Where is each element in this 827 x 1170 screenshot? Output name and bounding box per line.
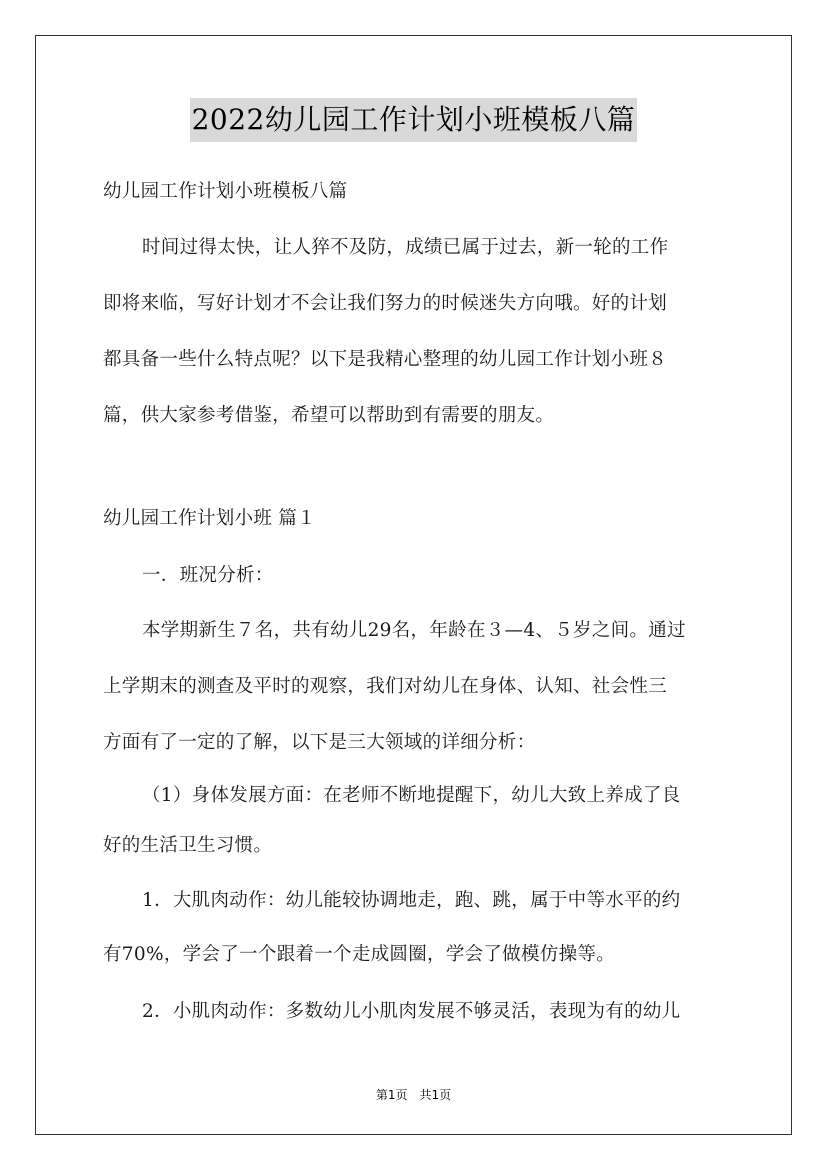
- text-line: 上学期末的测查及平时的观察，我们对幼儿在身体、认知、社会性三: [103, 676, 668, 697]
- text-line: 都具备一些什么特点呢？以下是我精心整理的幼儿园工作计划小班８: [103, 349, 668, 370]
- text-line: 篇，供大家参考借鉴，希望可以帮助到有需要的朋友。: [103, 405, 555, 426]
- text-line: 好的生活卫生习惯。: [103, 835, 273, 856]
- title-container: [0, 98, 827, 142]
- text-line: 幼儿园工作计划小班模板八篇: [103, 181, 348, 202]
- text-line: 时间过得太快，让人猝不及防，成绩已属于过去，新一轮的工作: [142, 237, 669, 258]
- text-line: 1．大肌肉动作：幼儿能较协调地走，跑、跳，属于中等水平的约: [142, 890, 681, 911]
- text-line: 有70%，学会了一个跟着一个走成圆圈，学会了做模仿操等。: [103, 944, 616, 965]
- text-line: 2．小肌肉动作：多数幼儿小肌肉发展不够灵活，表现为有的幼儿: [142, 1001, 681, 1022]
- subsection-heading: 一．班况分析：: [142, 565, 274, 586]
- text-line: 本学期新生７名，共有幼儿29名，年龄在３—4、５岁之间。通过: [142, 620, 686, 641]
- text-line: 方面有了一定的了解，以下是三大领域的详细分析：: [103, 732, 536, 753]
- text-line: 即将来临，写好计划才不会让我们努力的时候迷失方向哦。好的计划: [103, 293, 668, 314]
- section-heading: 幼儿园工作计划小班 篇１: [103, 508, 316, 529]
- page-number-footer: 第1页 共1页: [375, 1088, 452, 1102]
- text-line: （1）身体发展方面：在老师不断地提醒下，幼儿大致上养成了良: [142, 785, 681, 806]
- document-title: 2022幼儿园工作计划小班模板八篇: [190, 98, 638, 142]
